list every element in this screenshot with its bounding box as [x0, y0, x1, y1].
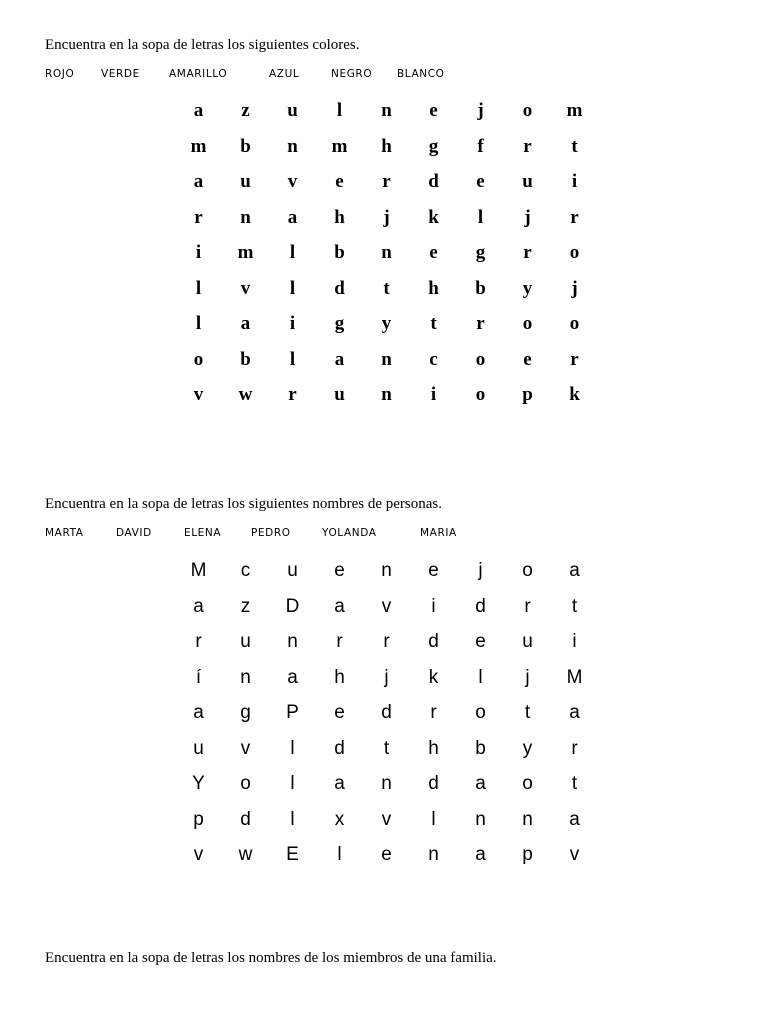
grid-letter: r — [570, 206, 579, 228]
grid-letter: P — [286, 702, 299, 724]
grid-letter: a — [240, 313, 251, 335]
section-1-title: Encuentra en la sopa de letras los siguientes colores. — [45, 37, 360, 53]
grid-letter: f — [477, 135, 484, 157]
grid-letter: v — [193, 844, 204, 866]
grid-letter: D — [285, 595, 300, 617]
grid-letter: l — [289, 277, 296, 299]
grid-letter: M — [566, 666, 583, 688]
grid-letter: e — [335, 171, 344, 193]
word-item: AMARILLO — [169, 68, 228, 80]
grid-letter: h — [428, 277, 439, 299]
grid-letter: y — [381, 313, 392, 335]
grid-letter: i — [431, 595, 436, 617]
grid-letter: n — [475, 808, 486, 830]
grid-letter: n — [381, 560, 392, 582]
grid-letter: h — [428, 737, 439, 759]
section-2-title: Encuentra en la sopa de letras los siguientes nombres de personas. — [45, 496, 442, 512]
grid-letter: E — [286, 844, 299, 866]
grid-letter: u — [240, 631, 251, 653]
grid-letter: t — [571, 773, 578, 795]
grid-letter: v — [287, 171, 298, 193]
grid-letter: b — [475, 737, 486, 759]
grid-letter: n — [522, 808, 533, 830]
grid-letter: e — [429, 242, 438, 264]
grid-letter: v — [193, 384, 204, 406]
grid-letter: o — [522, 313, 533, 335]
grid-letter: t — [430, 313, 437, 335]
grid-letter: j — [478, 560, 483, 582]
grid-letter: r — [571, 737, 578, 759]
grid-letter: a — [193, 100, 204, 122]
grid-letter: a — [287, 206, 298, 228]
grid-letter: z — [241, 100, 250, 122]
grid-letter: l — [290, 773, 295, 795]
grid-letter: d — [381, 702, 392, 724]
grid-letter: t — [571, 595, 578, 617]
grid-letter: e — [334, 702, 345, 724]
grid-letter: a — [569, 560, 580, 582]
grid-letter: u — [240, 171, 251, 193]
grid-letter: e — [381, 844, 392, 866]
grid-letter: a — [193, 595, 204, 617]
grid-letter: e — [334, 560, 345, 582]
grid-letter: i — [430, 384, 437, 406]
grid-letter: y — [522, 737, 533, 759]
grid-letter: a — [569, 702, 580, 724]
grid-letter: o — [475, 702, 486, 724]
grid-letter: o — [475, 384, 486, 406]
grid-letter: t — [383, 737, 390, 759]
grid-letter: m — [190, 135, 207, 157]
grid-letter: g — [428, 135, 439, 157]
grid-letter: n — [381, 242, 392, 264]
grid-letter: o — [240, 773, 251, 795]
grid-letter: r — [570, 348, 579, 370]
grid-letter: c — [429, 348, 438, 370]
word-item: MARIA — [420, 527, 457, 539]
grid-letter: t — [524, 702, 531, 724]
grid-letter: v — [240, 277, 251, 299]
grid-letter: p — [522, 384, 533, 406]
grid-letter: a — [334, 595, 345, 617]
grid-letter: l — [431, 808, 436, 830]
names-word-search-grid — [175, 553, 595, 873]
grid-letter: g — [475, 242, 486, 264]
grid-letter: n — [240, 206, 251, 228]
grid-letter: u — [287, 560, 298, 582]
grid-letter: l — [195, 313, 202, 335]
grid-letter: m — [331, 135, 348, 157]
section-3-title: Encuentra en la sopa de letras los nombres de los miembros de una familia. — [45, 950, 497, 966]
grid-letter: u — [522, 171, 533, 193]
grid-letter: a — [334, 773, 345, 795]
grid-letter: n — [381, 773, 392, 795]
grid-letter: e — [523, 348, 532, 370]
word-item: VERDE — [101, 68, 140, 80]
word-item: NEGRO — [331, 68, 373, 80]
grid-letter: m — [237, 242, 254, 264]
grid-letter: d — [334, 277, 345, 299]
grid-letter: l — [337, 844, 342, 866]
grid-letter: e — [429, 100, 438, 122]
grid-letter: v — [381, 808, 392, 830]
grid-letter: n — [428, 844, 439, 866]
grid-letter: i — [195, 242, 202, 264]
grid-letter: o — [569, 313, 580, 335]
grid-letter: t — [383, 277, 390, 299]
grid-letter: a — [193, 171, 204, 193]
grid-letter: h — [334, 666, 345, 688]
grid-letter: e — [428, 560, 439, 582]
grid-letter: n — [240, 666, 251, 688]
word-item: DAVID — [116, 527, 152, 539]
grid-letter: h — [381, 135, 392, 157]
grid-letter: u — [522, 631, 533, 653]
grid-letter: v — [240, 737, 251, 759]
grid-letter: l — [290, 808, 295, 830]
grid-letter: r — [523, 242, 532, 264]
grid-letter: l — [290, 737, 295, 759]
grid-letter: a — [569, 808, 580, 830]
grid-letter: r — [382, 171, 391, 193]
grid-letter: r — [194, 206, 203, 228]
grid-letter: u — [287, 100, 298, 122]
grid-letter: d — [428, 171, 439, 193]
grid-letter: M — [190, 560, 207, 582]
grid-letter: t — [571, 135, 578, 157]
grid-letter: j — [383, 206, 390, 228]
grid-letter: j — [571, 277, 578, 299]
grid-letter: d — [428, 631, 439, 653]
word-item: ELENA — [184, 527, 222, 539]
grid-letter: w — [238, 384, 253, 406]
grid-letter: d — [240, 808, 251, 830]
grid-letter: j — [525, 666, 530, 688]
grid-letter: l — [289, 242, 296, 264]
grid-letter: Y — [192, 773, 205, 795]
grid-letter: u — [193, 737, 204, 759]
grid-letter: r — [523, 135, 532, 157]
grid-letter: b — [475, 277, 486, 299]
grid-letter: o — [522, 560, 533, 582]
word-item: BLANCO — [397, 68, 445, 80]
grid-letter: j — [524, 206, 531, 228]
grid-letter: e — [476, 171, 485, 193]
grid-letter: o — [475, 348, 486, 370]
word-item: MARTA — [45, 527, 84, 539]
grid-letter: k — [428, 666, 439, 688]
grid-letter: a — [475, 844, 486, 866]
grid-letter: r — [383, 631, 390, 653]
grid-letter: r — [430, 702, 437, 724]
color-word-search-grid — [175, 93, 595, 413]
grid-letter: z — [240, 595, 251, 617]
grid-letter: v — [381, 595, 392, 617]
grid-letter: h — [334, 206, 345, 228]
word-item: PEDRO — [251, 527, 291, 539]
grid-letter: v — [569, 844, 580, 866]
grid-letter: g — [240, 702, 251, 724]
grid-letter: u — [334, 384, 345, 406]
grid-letter: j — [384, 666, 389, 688]
grid-letter: r — [524, 595, 531, 617]
grid-letter: d — [428, 773, 439, 795]
grid-letter: n — [381, 384, 392, 406]
grid-letter: k — [428, 206, 439, 228]
grid-letter: a — [475, 773, 486, 795]
grid-letter: b — [334, 242, 345, 264]
grid-letter: p — [193, 808, 204, 830]
grid-letter: l — [336, 100, 343, 122]
grid-letter: o — [569, 242, 580, 264]
grid-letter: b — [240, 135, 251, 157]
grid-letter: r — [195, 631, 202, 653]
grid-letter: n — [381, 348, 392, 370]
grid-letter: y — [522, 277, 533, 299]
grid-letter: r — [288, 384, 297, 406]
grid-letter: x — [334, 808, 345, 830]
grid-letter: l — [478, 666, 483, 688]
grid-letter: o — [193, 348, 204, 370]
grid-letter: k — [569, 384, 580, 406]
grid-letter: l — [477, 206, 484, 228]
grid-letter: w — [238, 844, 253, 866]
grid-letter: n — [287, 631, 298, 653]
grid-letter: m — [566, 100, 583, 122]
grid-letter: d — [334, 737, 345, 759]
word-item: AZUL — [269, 68, 300, 80]
grid-letter: o — [522, 773, 533, 795]
grid-letter: b — [240, 348, 251, 370]
word-item: ROJO — [45, 68, 75, 80]
grid-letter: p — [522, 844, 533, 866]
grid-letter: r — [336, 631, 343, 653]
grid-letter: g — [334, 313, 345, 335]
grid-letter: n — [287, 135, 298, 157]
grid-letter: í — [195, 666, 202, 688]
grid-letter: a — [287, 666, 298, 688]
grid-letter: j — [477, 100, 484, 122]
grid-letter: c — [240, 560, 251, 582]
grid-letter: i — [572, 631, 577, 653]
grid-letter: e — [475, 631, 486, 653]
grid-letter: o — [522, 100, 533, 122]
grid-letter: a — [193, 702, 204, 724]
grid-letter: r — [476, 313, 485, 335]
grid-letter: l — [195, 277, 202, 299]
grid-letter: d — [475, 595, 486, 617]
grid-letter: a — [334, 348, 345, 370]
grid-letter: n — [381, 100, 392, 122]
word-item: YOLANDA — [322, 527, 377, 539]
grid-letter: i — [289, 313, 296, 335]
grid-letter: i — [571, 171, 578, 193]
grid-letter: l — [289, 348, 296, 370]
